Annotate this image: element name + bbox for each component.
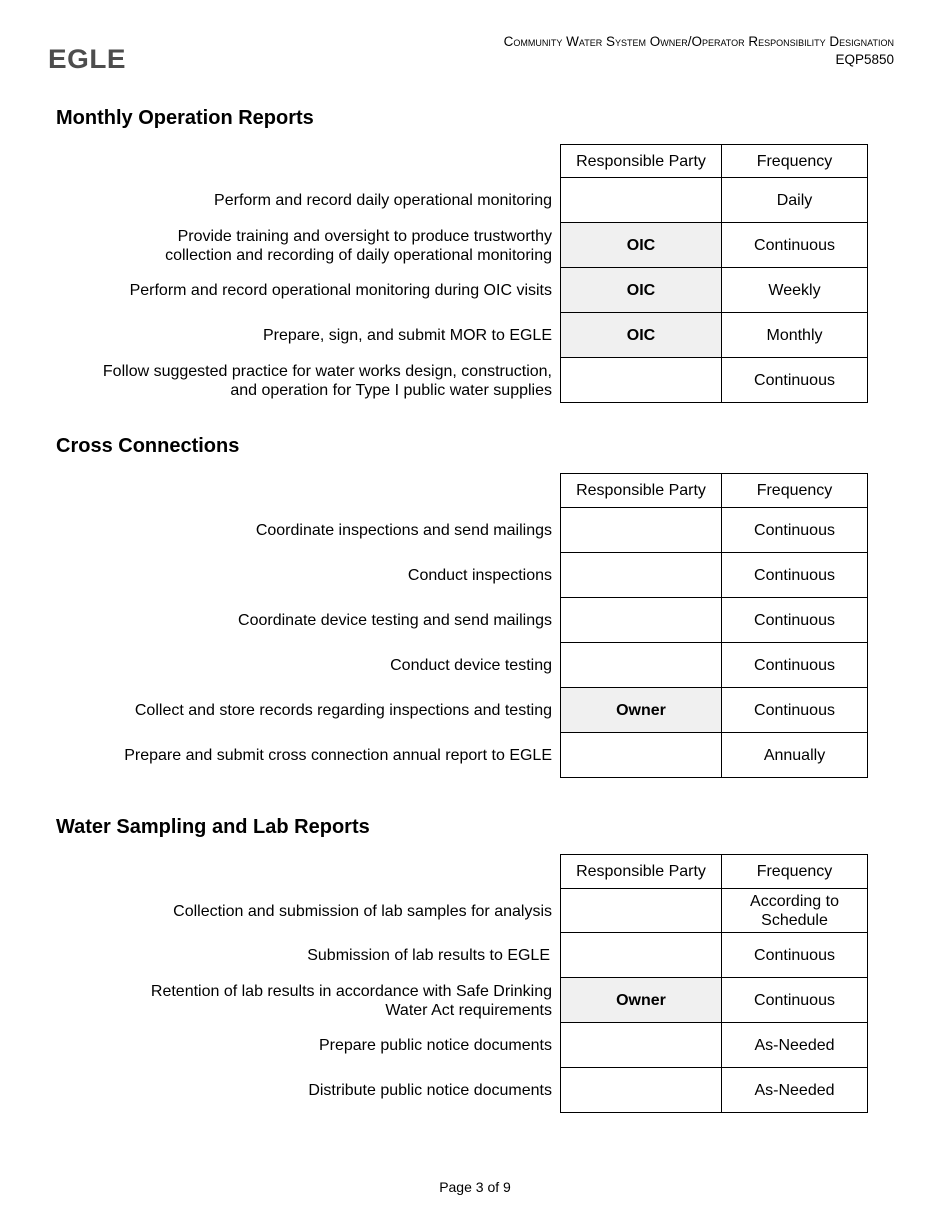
column-header-frequency: Frequency [721, 854, 868, 889]
table-row [0, 978, 950, 1023]
task-label: Retention of lab results in accordance with Safe Drinking Water Act requirements [150, 982, 552, 1019]
column-header-responsible-party: Responsible Party [560, 854, 722, 889]
responsible-party-cell[interactable] [560, 358, 722, 403]
frequency-cell: Continuous [721, 508, 868, 553]
section-title: Cross Connections [56, 435, 240, 457]
responsible-party-cell[interactable]: Owner [560, 978, 722, 1023]
frequency-cell: Continuous [721, 643, 868, 688]
task-label: Coordinate device testing and send mailings [238, 612, 552, 629]
table-header-row [0, 144, 950, 178]
table-row [0, 508, 950, 553]
responsible-party-cell[interactable] [560, 178, 722, 223]
responsible-party-cell[interactable]: OIC [560, 313, 722, 358]
table-row [0, 933, 950, 978]
task-label: Prepare and submit cross connection annual report to EGLE [124, 747, 552, 764]
responsible-party-cell[interactable] [560, 508, 722, 553]
frequency-cell: Continuous [721, 978, 868, 1023]
frequency-cell: Continuous [721, 358, 868, 403]
table-row [0, 1023, 950, 1068]
document-title: Community Water System Owner/Operator Responsibility Designation [503, 34, 894, 49]
page-number: Page 3 of 9 [439, 1179, 511, 1195]
task-label: Distribute public notice documents [308, 1082, 552, 1099]
frequency-cell: Monthly [721, 313, 868, 358]
responsible-party-cell[interactable]: Owner [560, 688, 722, 733]
responsible-party-cell[interactable] [560, 553, 722, 598]
frequency-cell: As-Needed [721, 1068, 868, 1113]
task-label: Prepare, sign, and submit MOR to EGLE [262, 327, 552, 344]
task-label: Conduct inspections [407, 567, 552, 584]
egle-logo [48, 44, 128, 72]
frequency-cell: Annually [721, 733, 868, 778]
table-row [0, 268, 950, 313]
responsible-party-cell[interactable] [560, 643, 722, 688]
frequency-cell: Continuous [721, 553, 868, 598]
task-label: Perform and record operational monitoring during OIC visits [129, 282, 552, 299]
table-row [0, 313, 950, 358]
responsible-party-cell[interactable]: OIC [560, 223, 722, 268]
svg-text:EGLE: EGLE [48, 44, 126, 72]
frequency-cell: Weekly [721, 268, 868, 313]
table-row [0, 178, 950, 223]
section-title: Water Sampling and Lab Reports [56, 816, 370, 838]
responsible-party-cell[interactable]: OIC [560, 268, 722, 313]
responsible-party-cell[interactable] [560, 733, 722, 778]
frequency-cell: As-Needed [721, 1023, 868, 1068]
table-row [0, 688, 950, 733]
table-row [0, 223, 950, 268]
table-header-row [0, 854, 950, 889]
frequency-cell: Daily [721, 178, 868, 223]
column-header-responsible-party: Responsible Party [560, 473, 722, 508]
frequency-cell: Continuous [721, 598, 868, 643]
frequency-cell: Continuous [721, 223, 868, 268]
column-header-frequency: Frequency [721, 473, 868, 508]
column-header-responsible-party: Responsible Party [560, 144, 722, 178]
responsible-party-cell[interactable] [560, 933, 722, 978]
task-label: Coordinate inspections and send mailings [255, 522, 552, 539]
frequency-cell: Continuous [721, 933, 868, 978]
task-label: Collect and store records regarding inspections and testing [134, 702, 552, 719]
responsible-party-cell[interactable] [560, 889, 722, 933]
responsible-party-cell[interactable] [560, 598, 722, 643]
table-row [0, 598, 950, 643]
frequency-cell: According to Schedule [721, 889, 868, 933]
task-label: Provide training and oversight to produce trustworthy collection and recording of daily operational monitoring [165, 227, 552, 264]
document-code: EQP5850 [835, 52, 894, 67]
table-row [0, 1068, 950, 1113]
table-row [0, 358, 950, 403]
frequency-cell: Continuous [721, 688, 868, 733]
table-row [0, 553, 950, 598]
responsible-party-cell[interactable] [560, 1068, 722, 1113]
table-row [0, 643, 950, 688]
responsible-party-cell[interactable] [560, 1023, 722, 1068]
section-title: Monthly Operation Reports [56, 107, 314, 129]
task-label: Collection and submission of lab samples for analysis [173, 902, 552, 920]
task-label: Follow suggested practice for water works design, construction, and operation for Type I public water supplies [102, 362, 552, 399]
table-row [0, 889, 950, 933]
task-label: Submission of lab results to EGLE [307, 947, 550, 964]
task-label: Prepare public notice documents [318, 1037, 552, 1054]
column-header-frequency: Frequency [721, 144, 868, 178]
task-label: Conduct device testing [390, 657, 552, 674]
table-header-row [0, 473, 950, 508]
task-label: Perform and record daily operational monitoring [214, 192, 552, 209]
table-row [0, 733, 950, 778]
